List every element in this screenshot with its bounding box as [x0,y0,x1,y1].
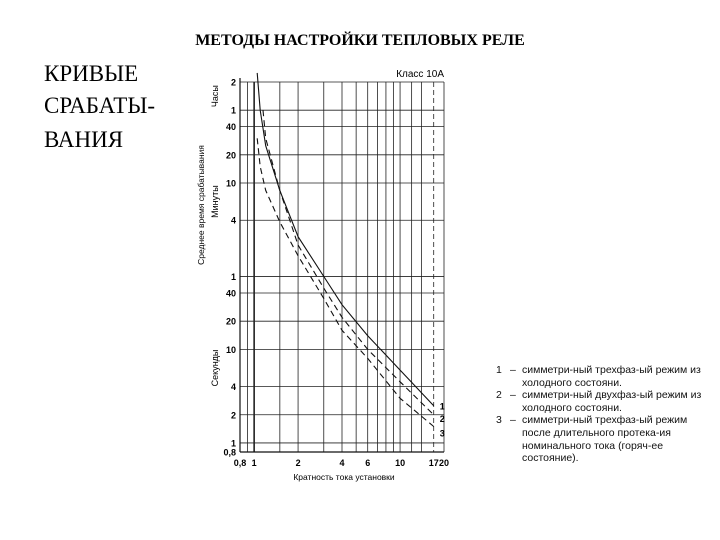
legend-number: 1 [496,364,502,376]
series-1-line [257,73,434,406]
series-2-line [263,110,434,415]
legend-entry-1 [496,364,716,389]
side-heading-line-1: КРИВЫЕ [44,61,139,86]
x-tick-label: 2 [295,458,301,468]
x-tick-label: 4 [339,458,345,468]
y-tick-label: 20 [225,150,236,161]
y-tick-label: 2 [230,410,236,421]
y-axis-label: Среднее время срабатывания [196,145,206,265]
y-tick-label: 10 [225,344,236,355]
legend-dash: – [510,414,516,427]
chart-legend [496,364,716,465]
series-1-label: 1 [439,401,445,412]
x-tick-label: 1 [251,458,257,468]
legend-number: 3 [496,414,502,427]
y-tick-label: 4 [230,382,236,393]
y-tick-label: 0,8 [223,447,236,458]
legend-text: симметри-ный трехфаз-ый режим из холодного состояни. [522,364,701,389]
y-tick-label: 20 [225,316,236,327]
series-3-line [257,138,434,426]
x-tick-label: 17 [428,458,439,468]
series-2-label: 2 [439,413,445,424]
x-tick-label: 10 [395,458,406,468]
y-unit-label: Секунды [210,349,220,387]
x-tick-label: 20 [438,458,450,468]
y-tick-label: 1 [230,272,236,283]
legend-text: симметри-ный трехфаз-ый режим после длительного протека-ия номинального тока (горяч-ее состояние). [522,414,688,465]
legend-entry-2 [496,389,716,414]
x-axis-label: Кратность тока установки [293,472,395,482]
legend-dash: – [510,389,516,402]
side-heading-line-2: СРАБАТЫ- [44,93,156,118]
series-3-label: 3 [439,428,445,439]
legend-text: симметри-ный двухфаз-ый режим из холодного состояни. [522,389,702,414]
y-tick-label: 4 [230,215,236,226]
chart-title: Класс 10А [396,69,444,80]
legend-entry-3 [496,414,716,464]
y-tick-label: 40 [225,122,236,133]
y-unit-label: Минуты [210,185,220,218]
legend-dash: – [510,364,516,376]
chart-grid [240,78,444,452]
side-heading [44,58,204,156]
y-tick-label: 40 [225,288,236,299]
y-tick-label: 2 [230,77,236,88]
x-tick-label: 0,8 [233,458,247,468]
y-tick-label: 10 [225,178,236,189]
chart-labels [210,78,449,469]
side-heading-line-3: ВАНИЯ [44,127,124,152]
y-tick-label: 1 [230,438,236,449]
y-tick-label: 1 [230,105,236,116]
chart-curves [257,73,445,439]
legend-number: 2 [496,389,502,402]
slide-title: МЕТОДЫ НАСТРОЙКИ ТЕПЛОВЫХ РЕЛЕ [195,32,525,49]
trip-curves-chart [188,60,478,490]
y-unit-label: Часы [210,85,220,108]
x-tick-label: 6 [365,458,371,468]
